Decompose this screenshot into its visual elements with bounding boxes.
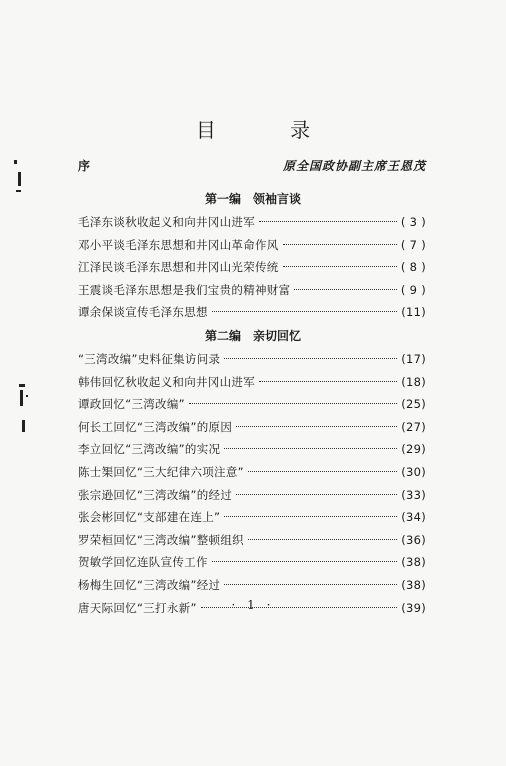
entry-title: 陈士榘回忆“三大纪律六项注意” [78, 464, 244, 479]
entry-page: (38) [401, 577, 426, 592]
entry-page: (36) [401, 532, 426, 547]
section-heading: 第二编 亲切回忆 [204, 329, 301, 343]
dot-leader [236, 494, 397, 495]
toc-entry[interactable] [78, 282, 426, 305]
entry-page: (25) [401, 397, 426, 412]
entry-page: ( 7 ) [400, 237, 426, 252]
toc-entry[interactable] [78, 259, 426, 282]
scan-mark [22, 420, 25, 432]
entry-page: (30) [401, 464, 426, 479]
entry-page: ( 3 ) [400, 215, 426, 229]
preface-label: 序 [78, 159, 91, 173]
entry-title: 贺敏学回忆连队宣传工作 [78, 555, 208, 570]
dot-leader [224, 584, 397, 585]
entry-title: 李立回忆“三湾改编”的实况 [78, 442, 221, 457]
entry-title: 江泽民谈毛泽东思想和井冈山光荣传统 [78, 260, 279, 275]
entry-title: 毛泽东谈秋收起义和向井冈山进军 [78, 215, 255, 229]
toc-entry[interactable] [78, 441, 426, 464]
entry-page: (27) [401, 419, 426, 434]
entry-page: (33) [401, 487, 426, 502]
dot-leader [189, 403, 397, 404]
entry-title: 唐天际回忆“三打永新” [78, 600, 197, 615]
toc-entry[interactable] [78, 237, 426, 260]
dot-leader [224, 448, 397, 449]
entry-title: 张会彬回忆“支部建在连上” [78, 510, 221, 525]
dot-leader [236, 426, 397, 427]
toc-entry[interactable] [78, 554, 426, 577]
dot-leader [248, 471, 397, 472]
toc-entry[interactable] [78, 577, 426, 600]
entry-title: 韩伟回忆秋收起义和向井冈山进军 [78, 374, 255, 389]
entry-page: (38) [401, 555, 426, 570]
entry-page: (18) [401, 374, 426, 389]
toc-entry[interactable] [78, 532, 426, 555]
entry-title: 王震谈毛泽东思想是我们宝贵的精神财富 [78, 282, 291, 297]
entry-page: (17) [401, 352, 426, 366]
entry-page: (34) [401, 510, 426, 525]
preface-row [78, 157, 426, 175]
dot-leader [212, 311, 397, 312]
preface-author: 原全国政协副主席王恩茂 [282, 159, 426, 173]
entry-title: 杨梅生回忆“三湾改编”经过 [78, 577, 221, 592]
scan-mark [26, 395, 28, 397]
section-entries [78, 351, 426, 622]
entry-title: 罗荣桓回忆“三湾改编”整顿组织 [78, 532, 244, 547]
dot-leader [224, 516, 397, 517]
entry-title: 谭余保谈宣传毛泽东思想 [78, 305, 208, 320]
dot-leader [283, 244, 397, 245]
dot-leader [224, 358, 397, 359]
entry-title: “三湾改编”史料征集访问录 [78, 352, 221, 366]
dot-leader [294, 289, 396, 290]
scan-mark [14, 160, 17, 164]
entry-title: 谭政回忆“三湾改编” [78, 397, 185, 412]
toc-entry[interactable] [78, 487, 426, 510]
dot-leader [283, 266, 397, 267]
toc-entry[interactable] [78, 214, 426, 237]
entry-page: (29) [401, 442, 426, 457]
page-number: · 1 · [231, 598, 275, 612]
toc-entry[interactable] [78, 374, 426, 397]
dot-leader [259, 221, 397, 222]
dot-leader [212, 561, 397, 562]
entry-page: (39) [401, 600, 426, 615]
section-entries [78, 214, 426, 327]
toc-entry[interactable] [78, 464, 426, 487]
toc-entry[interactable] [78, 509, 426, 532]
entry-page: ( 9 ) [400, 282, 426, 297]
toc-entry[interactable] [78, 351, 426, 374]
toc-entry[interactable] [78, 396, 426, 419]
toc-entry[interactable] [78, 419, 426, 442]
entry-title: 邓小平谈毛泽东思想和井冈山革命作风 [78, 237, 279, 252]
page-title: 目 录 [195, 118, 345, 142]
scan-mark [19, 384, 25, 387]
dot-leader [248, 539, 397, 540]
section-heading: 第一编 领袖言谈 [204, 192, 301, 206]
toc-entry[interactable] [78, 304, 426, 327]
entry-page: ( 8 ) [400, 260, 426, 275]
entry-title: 张宗逊回忆“三湾改编”的经过 [78, 487, 233, 502]
scan-mark [20, 390, 23, 406]
scan-mark [18, 172, 21, 186]
dot-leader [259, 381, 397, 382]
entry-title: 何长工回忆“三湾改编”的原因 [78, 419, 233, 434]
entry-page: (11) [401, 305, 426, 320]
